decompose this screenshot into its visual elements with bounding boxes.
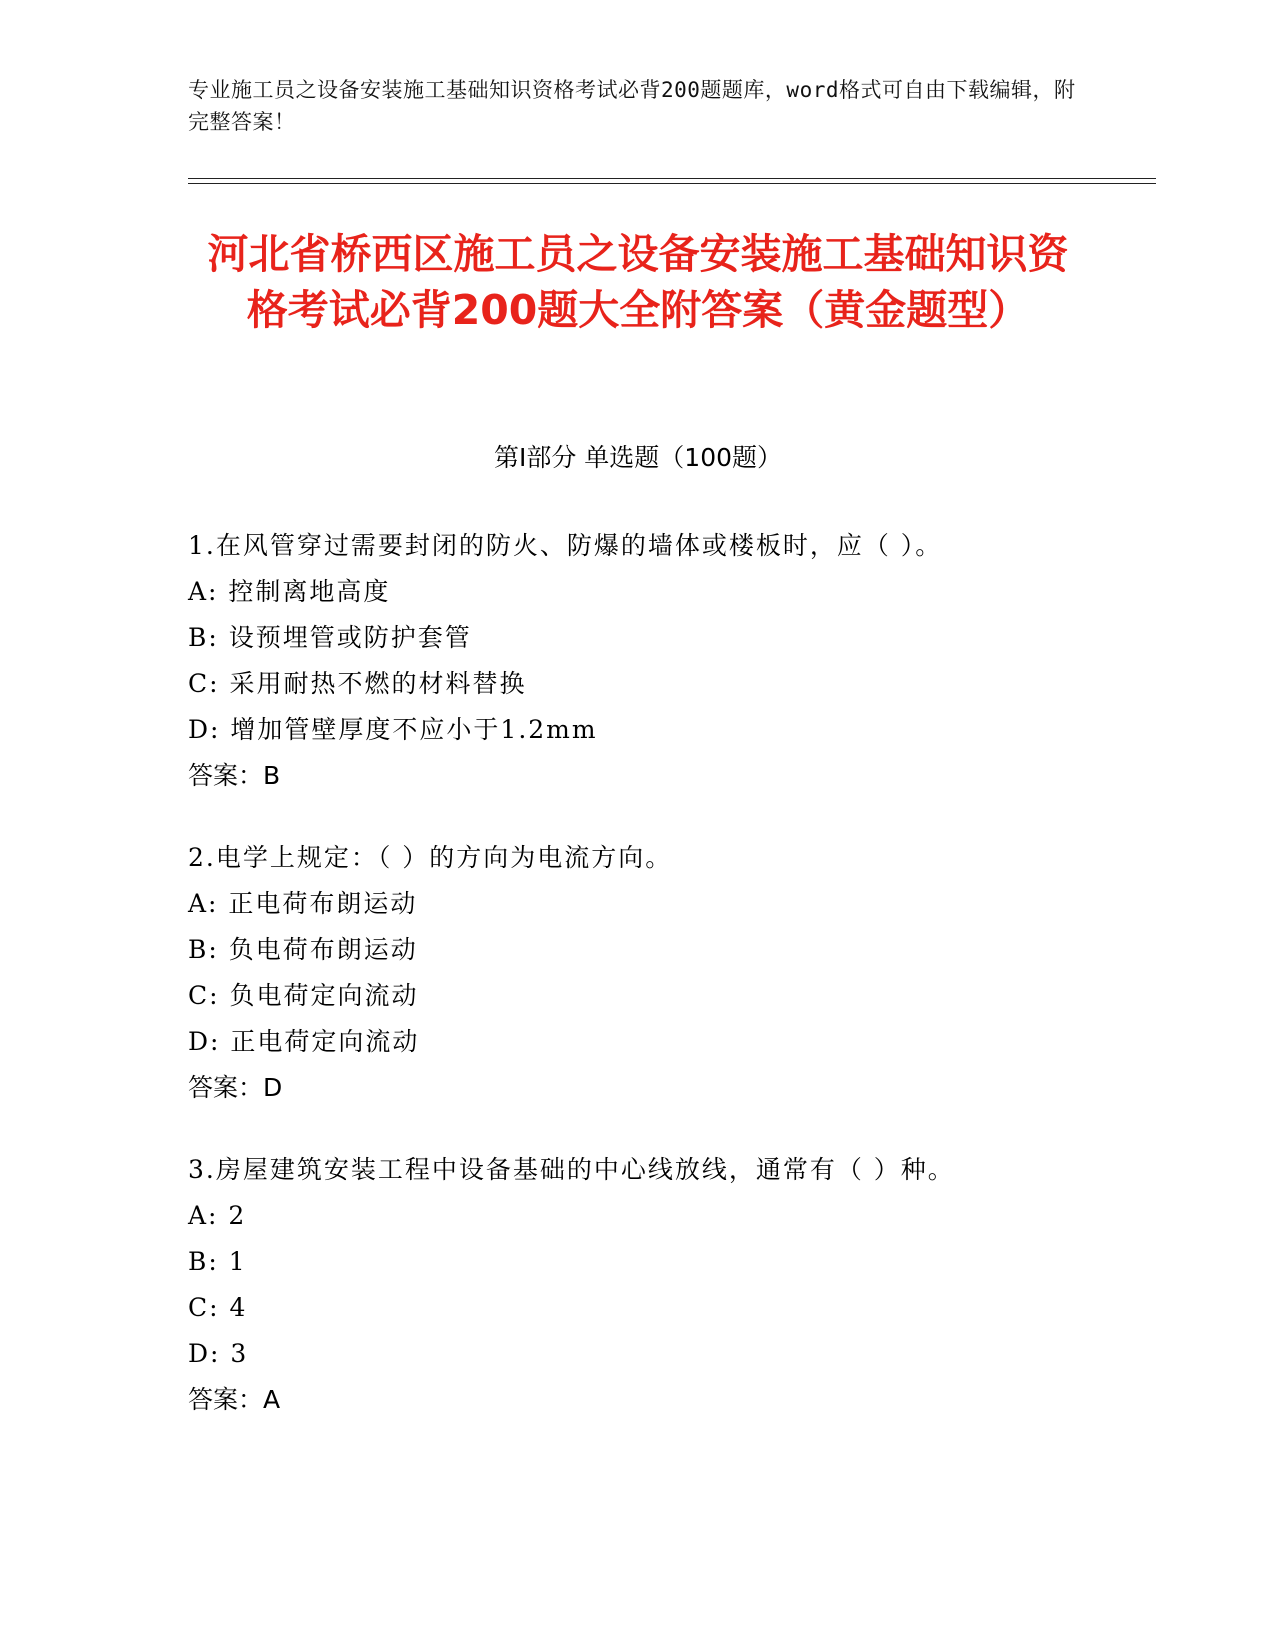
option-b: B: 1 — [188, 1247, 247, 1276]
option-a: A: 2 — [188, 1201, 247, 1230]
question-item — [188, 523, 1138, 799]
question-item — [188, 1147, 1138, 1423]
answer-label: 答案：B — [188, 761, 281, 790]
header-divider-bottom — [188, 183, 1156, 184]
header-divider-top — [188, 178, 1156, 179]
question-stem: 1.在风管穿过需要封闭的防火、防爆的墙体或楼板时，应（ ）。 — [188, 531, 943, 560]
option-c: C: 4 — [188, 1293, 248, 1322]
section-heading: 第Ⅰ部分 单选题（100题） — [493, 443, 783, 472]
option-d: D: 增加管壁厚度不应小于1.2mm — [188, 715, 598, 744]
option-c: C: 负电荷定向流动 — [188, 981, 419, 1010]
option-b: B: 设预埋管或防护套管 — [188, 623, 472, 652]
header-note: 专业施工员之设备安装施工基础知识资格考试必背200题题库，word格式可自由下载编辑，附完整答案！ — [188, 78, 1076, 134]
option-d: D: 正电荷定向流动 — [188, 1027, 420, 1056]
question-stem: 3.房屋建筑安装工程中设备基础的中心线放线，通常有（ ）种。 — [188, 1155, 955, 1184]
option-d: D: 3 — [188, 1339, 249, 1368]
answer-label: 答案：A — [188, 1385, 281, 1414]
question-item — [188, 835, 1138, 1111]
option-b: B: 负电荷布朗运动 — [188, 935, 418, 964]
answer-label: 答案：D — [188, 1073, 283, 1102]
question-list — [188, 523, 1138, 1459]
document-title: 河北省桥西区施工员之设备安装施工基础知识资格考试必背200题大全附答案（黄金题型） — [207, 230, 1069, 334]
option-c: C: 采用耐热不燃的材料替换 — [188, 669, 527, 698]
option-a: A: 正电荷布朗运动 — [188, 889, 418, 918]
question-stem: 2.电学上规定：（ ）的方向为电流方向。 — [188, 843, 673, 872]
option-a: A: 控制离地高度 — [188, 577, 391, 606]
